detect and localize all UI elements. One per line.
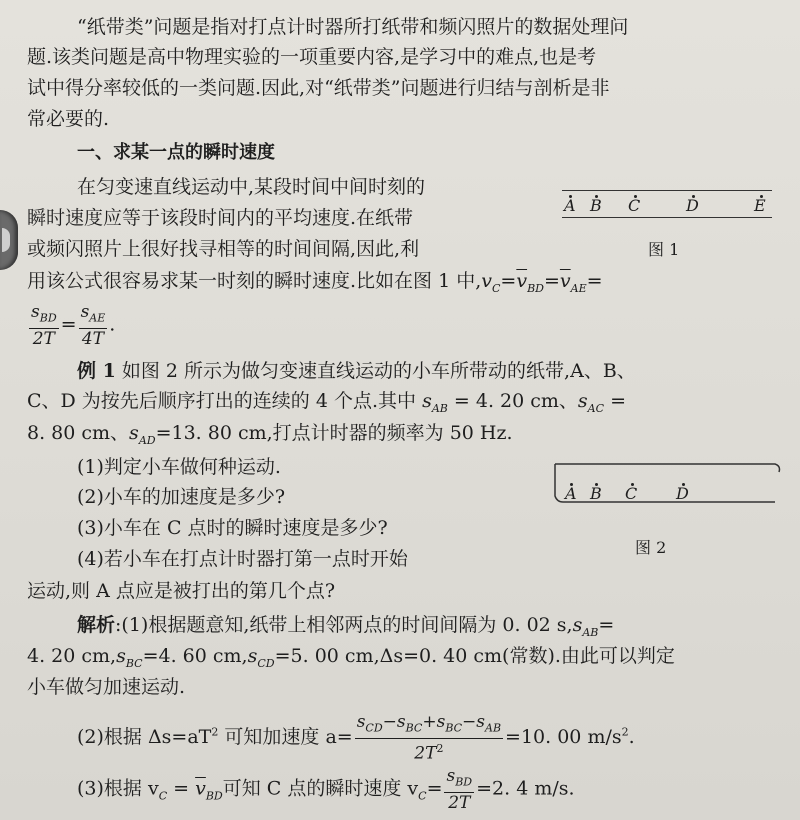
intro-line-1: “纸带类”问题是指对打点计时器所打纸带和频闪照片的数据处理问 [77,16,629,38]
solution-tag: 解析 [77,614,116,636]
fig2-label-b: B [590,484,602,503]
question-3: (3)小车在 C 点时的瞬时速度是多少? [77,517,388,539]
fig2-caption: 图 2 [635,538,667,557]
example-tag: 例 1 [77,360,116,382]
fraction-sae-4t: $\frac{s_{AE}}{4T}$ [80,302,106,350]
fig2-label-a: A [565,484,577,503]
fig2-label-c: C [625,484,638,503]
fig2-label-d: D [676,484,689,503]
solution-line-4: (2)根据 $\Delta s=aT^2$ 可知加速度 a= $\frac{s_{CD}-s_{BC}+s_{BC}-s_{AB}}{2T^2}$ =10. 00 $m/s^2$. [77,712,635,765]
fig2-tape [545,452,785,512]
fraction-acceleration: $\frac{s_{CD}-s_{BC}+s_{BC}-s_{AB}}{2T^2}$ [356,712,502,765]
fig1-label-a: A [564,196,576,215]
example-line-2: C、D 为按先后顺序打出的连续的 4 个点.其中 $s_{AB} = 4$. 20 cm、$s_{AC}$ = [27,390,627,415]
example-line-1: 例 1 如图 2 所示为做匀变速直线运动的小车所带动的纸带,A、B、 [77,360,636,382]
intro-line-2: 题.该类问题是高中物理实验的一项重要内容,是学习中的难点,也是考 [27,46,597,68]
section-heading: 一、求某一点的瞬时速度 [77,142,275,163]
section-p4: 用该公式很容易求某一时刻的瞬时速度.比如在图 1 中$,v_C=\overline{v}_{BD}=\overline{v}_{AE}=$ [27,270,603,295]
solution-line-5: (3)根据 $v_C = \overline{v}_{BD}$可知 C 点的瞬时速度 $v_C=$ $\frac{s_{BD}}{2T}$ =2. 4 m/s. [77,766,575,814]
intro-line-4: 常必要的. [27,108,110,130]
intro-line-3: 试中得分率较低的一类问题.因此,对“纸带类”问题进行归结与剖析是非 [27,77,610,99]
formula-vc: $\frac{s_{BD}}{2T}$ = $\frac{s_{AE}}{4T}$ . [31,302,116,350]
fig1-label-b: B [590,196,602,215]
fig1-label-d: D [686,196,699,215]
fraction-sbd-2t: $\frac{s_{BD}}{2T}$ [31,302,57,350]
section-p4-text: 用该公式很容易求某一时刻的瞬时速度.比如在图 1 中, [27,270,482,292]
section-p1: 在匀变速直线运动中,某段时间中间时刻的 [77,176,426,198]
question-4: (4)若小车在打点计时器打第一点时开始 [77,548,408,570]
question-1: (1)判定小车做何种运动. [77,456,281,478]
solution-line-1: 解析:(1)根据题意知,纸带上相邻两点的时间间隔为 0. 02 $s,s_{AB}=$ [77,614,615,639]
question-4-cont: 运动,则 A 点应是被打出的第几个点? [27,580,336,602]
solution-line-3: 小车做匀加速运动. [27,676,186,698]
fraction-vc: $\frac{s_{BD}}{2T}$ [446,766,473,814]
example-line-3: 8. 80 cm、$s_{AD}=13$. 80 cm,打点计时器的频率为 50 Hz. [27,422,513,447]
fig1-label-c: C [628,196,641,215]
binder-clip [0,210,18,270]
section-p2: 瞬时速度应等于该段时间内的平均速度.在纸带 [27,207,414,229]
fig1-caption: 图 1 [648,240,680,259]
solution-line-2: 4. 20 $cm,s_{BC}=4$. 60 $cm,s_{CD}=5$. 00 cm,Δs=0. 40 cm(常数).由此可以判定 [27,645,675,670]
section-p3: 或频闪照片上很好找寻相等的时间间隔,因此,利 [27,238,420,260]
question-2: (2)小车的加速度是多少? [77,486,286,508]
fig1-label-e: E [754,196,766,215]
